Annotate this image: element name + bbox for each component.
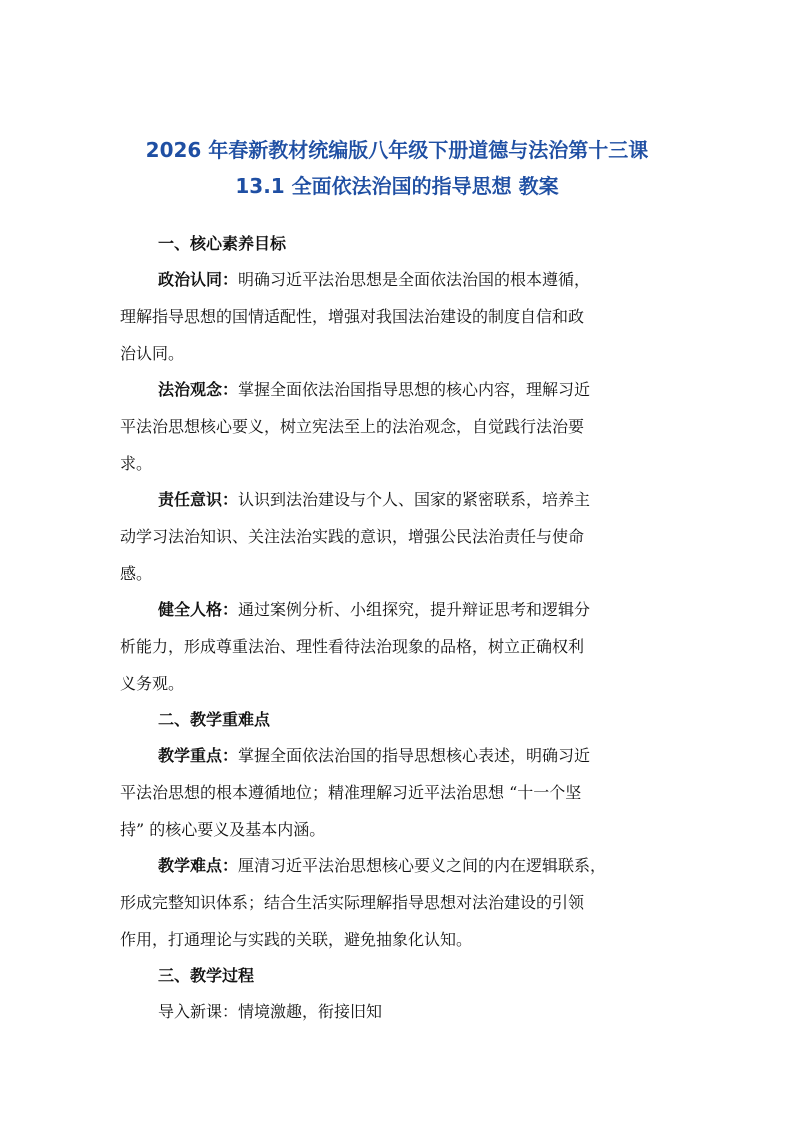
teaching-difficulty-label: 教学难点： [158, 856, 239, 875]
section-2-paragraph-2-line-2: 形成完整知识体系；结合生活实际理解指导思想对法治建设的引领 [120, 893, 585, 912]
sound-personality-text: 通过案例分析、小组探究，提升辩证思考和逻辑分 [238, 600, 591, 619]
teaching-difficulty-text: 厘清习近平法治思想核心要义之间的内在逻辑联系， [238, 856, 607, 875]
section-2-heading: 二、教学重难点 [158, 710, 271, 729]
section-1-paragraph-2-line-3: 求。 [120, 454, 153, 473]
document-title-line-1: 2026 年春新教材统编版八年级下册道德与法治第十三课 [145, 138, 649, 162]
section-2-paragraph-1-line-1 [158, 744, 590, 768]
section-2-paragraph-2-line-3: 作用，打通理论与实践的关联，避免抽象化认知。 [120, 930, 473, 949]
responsibility-label: 责任意识： [158, 490, 239, 509]
section-1-heading: 一、核心素养目标 [158, 234, 287, 253]
rule-of-law-concept-label: 法治观念： [158, 380, 239, 399]
section-1-paragraph-3-line-3: 感。 [120, 564, 153, 583]
section-1-paragraph-1-line-2: 理解指导思想的国情适配性，增强对我国法治建设的制度自信和政 [120, 307, 585, 326]
section-1-paragraph-4-line-1 [158, 598, 590, 622]
section-2-paragraph-1-line-2: 平法治思想的根本遵循地位；精准理解习近平法治思想 “十一个坚 [120, 783, 582, 802]
document-title-line-2: 13.1 全面依法治国的指导思想 教案 [235, 174, 559, 198]
section-1-paragraph-3-line-1 [158, 488, 590, 512]
section-1-paragraph-1-line-1 [158, 268, 590, 292]
teaching-focus-label: 教学重点： [158, 746, 239, 765]
responsibility-text: 认识到法治建设与个人、国家的紧密联系，培养主 [238, 490, 591, 509]
section-1-paragraph-3-line-2: 动学习法治知识、关注法治实践的意识，增强公民法治责任与使命 [120, 527, 585, 546]
section-2-paragraph-2-line-1 [158, 854, 606, 878]
rule-of-law-concept-text: 掌握全面依法治国指导思想的核心内容，理解习近 [238, 380, 591, 399]
sound-personality-label: 健全人格： [158, 600, 239, 619]
section-1-paragraph-2-line-2: 平法治思想核心要义，树立宪法至上的法治观念，自觉践行法治要 [120, 417, 585, 436]
political-identity-text: 明确习近平法治思想是全面依法治国的根本遵循， [238, 270, 591, 289]
section-1-paragraph-2-line-1 [158, 378, 590, 402]
section-1-paragraph-4-line-2: 析能力，形成尊重法治、理性看待法治现象的品格，树立正确权利 [120, 637, 585, 656]
section-2-paragraph-1-line-3: 持” 的核心要义及基本内涵。 [120, 820, 326, 839]
section-3-heading: 三、教学过程 [158, 966, 255, 985]
political-identity-label: 政治认同： [158, 270, 239, 289]
teaching-focus-text: 掌握全面依法治国的指导思想核心表述，明确习近 [238, 746, 591, 765]
section-3-line-1: 导入新课：情境激趣，衔接旧知 [158, 1002, 383, 1021]
section-1-paragraph-4-line-3: 义务观。 [120, 674, 185, 693]
section-1-paragraph-1-line-3: 治认同。 [120, 344, 185, 363]
